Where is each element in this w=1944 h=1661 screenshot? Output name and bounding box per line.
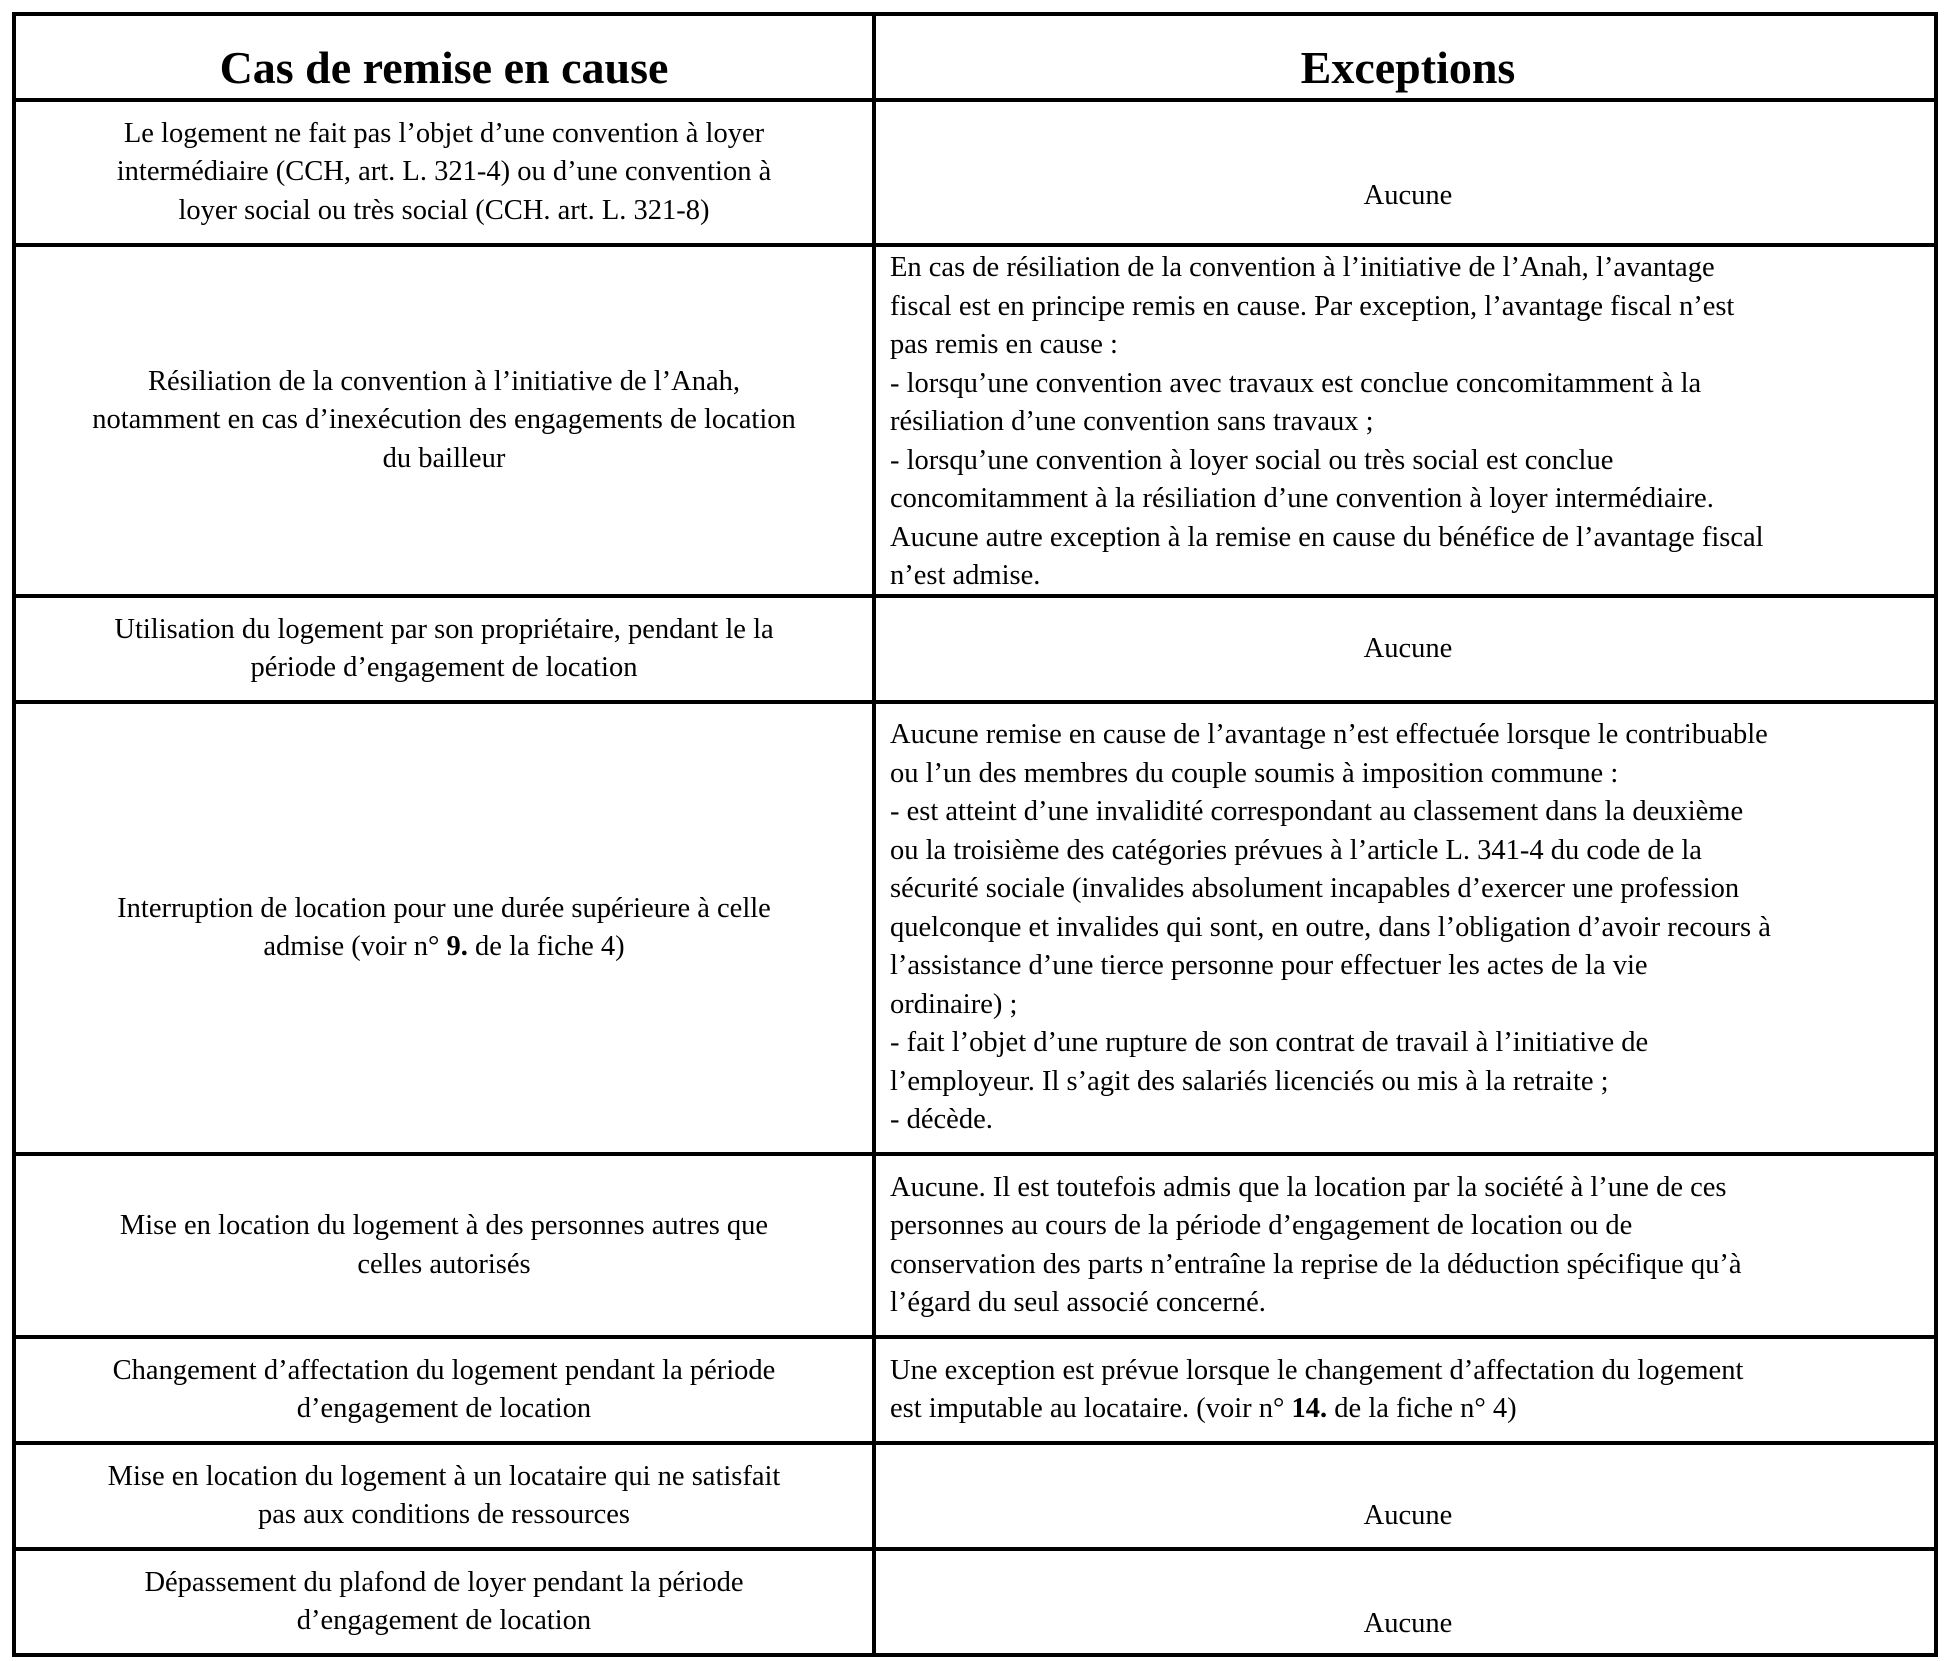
header-cell-exceptions: [876, 16, 1934, 98]
exception-text: Aucune: [1363, 632, 1453, 664]
exception-cell: [876, 598, 1934, 700]
cas-cell: [16, 598, 876, 700]
cas-text-start: Interruption de location pour une durée supérieure à celle admise (voir n°: [117, 892, 771, 962]
header-cell-cas: [16, 16, 876, 98]
exception-reference-number: 14.: [1291, 1393, 1328, 1424]
cas-reference-number: 9.: [446, 931, 468, 962]
exception-text: Aucune: [1363, 1607, 1453, 1639]
cas-cell: [16, 1551, 876, 1653]
table-row: [16, 1156, 1934, 1339]
table-row: [16, 1551, 1934, 1653]
exception-text: Aucune: [1363, 1499, 1453, 1531]
cas-text: Mise en location du logement à un locataire qui ne satisfait pas aux conditions de ressources: [107, 1460, 781, 1530]
exception-cell: [876, 1339, 1934, 1441]
table-row: [16, 247, 1934, 598]
cas-cell: [16, 102, 876, 243]
exception-text: Aucune: [1363, 179, 1453, 211]
cas-text: Mise en location du logement à des personnes autres que celles autorisés: [119, 1210, 769, 1280]
column-header-cas: Cas de remise en cause: [219, 42, 669, 93]
column-header-exceptions: Exceptions: [1300, 42, 1516, 93]
table-row: [16, 598, 1934, 704]
cas-text: Utilisation du logement par son propriétaire, pendant le la période d’engagement de location: [114, 613, 774, 683]
table-row: [16, 704, 1934, 1156]
cas-text: [117, 890, 771, 967]
exception-cell: [876, 247, 1934, 594]
exception-cell: [876, 102, 1934, 243]
exceptions-table: [12, 12, 1938, 1657]
cas-text: Le logement ne fait pas l’objet d’une convention à loyer intermédiaire (CCH, art. L. 321-4) ou d’une convention à loyer social ou très social (CCH. art. L. 321-8): [116, 117, 772, 226]
table-row: [16, 1445, 1934, 1551]
exception-text: En cas de résiliation de la convention à l’initiative de l’Anah, l’avantage fiscal est en principe remis en cause. Par exception, l’avantage fiscal n’est pas remis en cause : - lorsqu’une convention avec travaux est conclue concomitamment à la résiliation d’une convention sans travaux ; - lorsqu’une convention à loyer social ou très social est conclue concomitamment à la résiliation d’une convention à loyer intermédiaire. Aucune autre exception à la remise en cause du bénéfice de l’avantage fiscal n’est admise.: [890, 252, 1764, 591]
exception-text-start: Une exception est prévue lorsque le changement d’affectation du logement est imputable au locataire. (voir n°: [890, 1354, 1744, 1424]
cas-text: Changement d’affectation du logement pendant la période d’engagement de location: [112, 1354, 776, 1424]
cas-text: Dépassement du plafond de loyer pendant la période d’engagement de location: [144, 1566, 744, 1636]
exception-cell: [876, 1156, 1934, 1335]
exception-text: Aucune remise en cause de l’avantage n’est effectuée lorsque le contribuable ou l’un des membres du couple soumis à imposition commune : - est atteint d’une invalidité correspondant au classement dans la deuxième ou la troisième des catégories prévues à l’article L. 341-4 du code de la sécurité sociale (invalides absolument incapables d’exercer une profession quelconque et invalides qui sont, en outre, dans l’obligation d’avoir recours à l’assistance d’une tierce personne pour effectuer les actes de la vie ordinaire) ; - fait l’objet d’une rupture de son contrat de travail à l’initiative de l’employeur. Il s’agit des salariés licenciés ou mis à la retraite ; - décède.: [890, 719, 1771, 1136]
table-header-row: [16, 16, 1934, 102]
cas-cell: [16, 1339, 876, 1441]
cas-cell: [16, 704, 876, 1152]
cas-cell: [16, 247, 876, 594]
exception-text-end: de la fiche n° 4): [1327, 1393, 1517, 1424]
table-row: [16, 1339, 1934, 1445]
exception-cell: [876, 1551, 1934, 1653]
exception-text: Aucune. Il est toutefois admis que la location par la société à l’une de ces personnes au cours de la période d’engagement de location ou de conservation des parts n’entraîne la reprise de la déduction spécifique qu’à l’égard du seul associé concerné.: [890, 1171, 1742, 1318]
cas-cell: [16, 1445, 876, 1547]
cas-text-end: de la fiche 4): [467, 931, 625, 962]
table-row: [16, 102, 1934, 247]
exception-text: [890, 1352, 1743, 1429]
exception-cell: [876, 1445, 1934, 1547]
cas-text: Résiliation de la convention à l’initiative de l’Anah, notamment en cas d’inexécution des engagements de location du bailleur: [92, 365, 796, 474]
cas-cell: [16, 1156, 876, 1335]
exception-cell: [876, 704, 1934, 1152]
